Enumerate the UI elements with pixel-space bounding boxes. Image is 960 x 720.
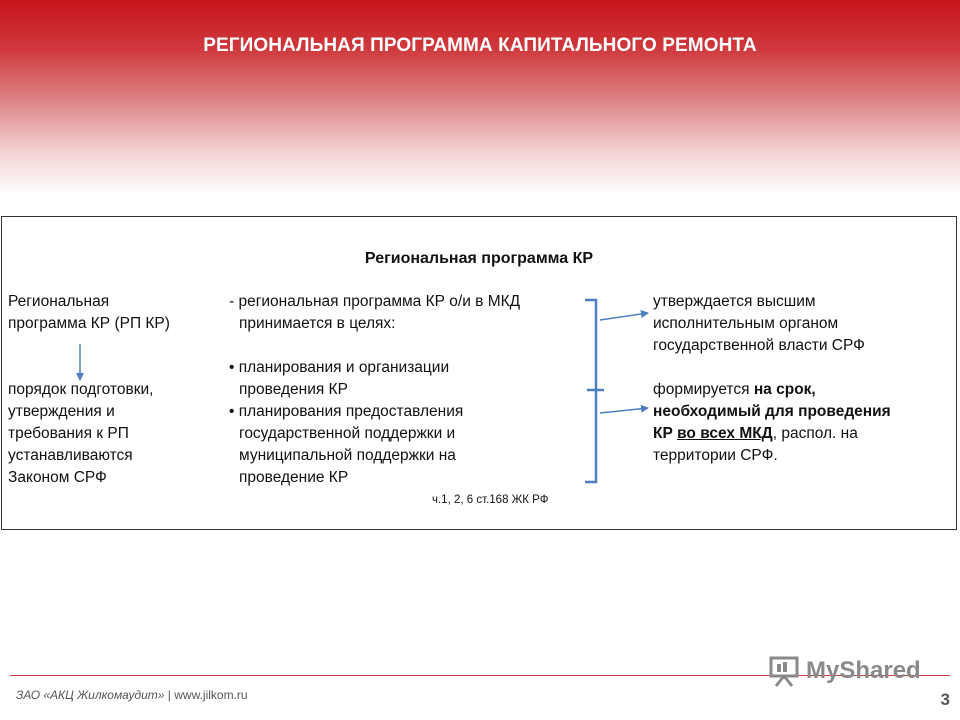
middle-line-4: проведения КР <box>239 381 348 398</box>
right-column <box>653 291 953 467</box>
footer-text: ЗАО «АКЦ Жилкомаудит» | www.jilkom.ru <box>16 688 248 702</box>
middle-bullet-2: • планирования предоставления <box>229 403 464 420</box>
right-line-2: исполнительным органом <box>653 315 839 332</box>
left-line-5: требования к РП <box>8 425 129 442</box>
left-line-3: порядок подготовки, <box>8 381 154 398</box>
right-line-5: необходимый для проведения <box>653 403 891 420</box>
middle-column <box>229 291 599 489</box>
legal-reference: ч.1, 2, 6 ст.168 ЖК РФ <box>432 494 549 506</box>
middle-line-2: принимается в целях: <box>239 315 396 332</box>
box-title: Региональная программа КР <box>364 250 594 267</box>
right-line-1: утверждается высшим <box>653 293 816 310</box>
left-line-7: Законом СРФ <box>8 469 107 486</box>
left-line-4: утверждения и <box>8 403 115 420</box>
watermark-text: MyShared <box>806 657 921 684</box>
myshared-watermark <box>768 655 928 691</box>
middle-line-7: муниципальной поддержки на <box>239 447 456 464</box>
right-line-6: КР во всех МКД, распол. на <box>653 425 858 442</box>
presentation-board-icon <box>768 655 802 687</box>
header-band <box>0 0 960 200</box>
page-number: 3 <box>940 690 950 709</box>
middle-bullet-1: • планирования и организации <box>229 359 450 376</box>
middle-line-1: - региональная программа КР о/и в МКД <box>229 293 521 310</box>
right-line-7: территории СРФ. <box>653 447 778 464</box>
left-line-2: программа КР (РП КР) <box>8 315 170 332</box>
left-column <box>8 291 228 489</box>
left-line-1: Региональная <box>8 293 110 310</box>
right-line-4: формируется на срок, <box>653 381 816 398</box>
middle-line-6: государственной поддержки и <box>239 425 456 442</box>
middle-line-8: проведение КР <box>239 469 349 486</box>
slide-title: РЕГИОНАЛЬНАЯ ПРОГРАММА КАПИТАЛЬНОГО РЕМОНТА <box>203 35 757 56</box>
left-line-6: устанавливаются <box>8 447 133 464</box>
right-line-3: государственной власти СРФ <box>653 337 865 354</box>
